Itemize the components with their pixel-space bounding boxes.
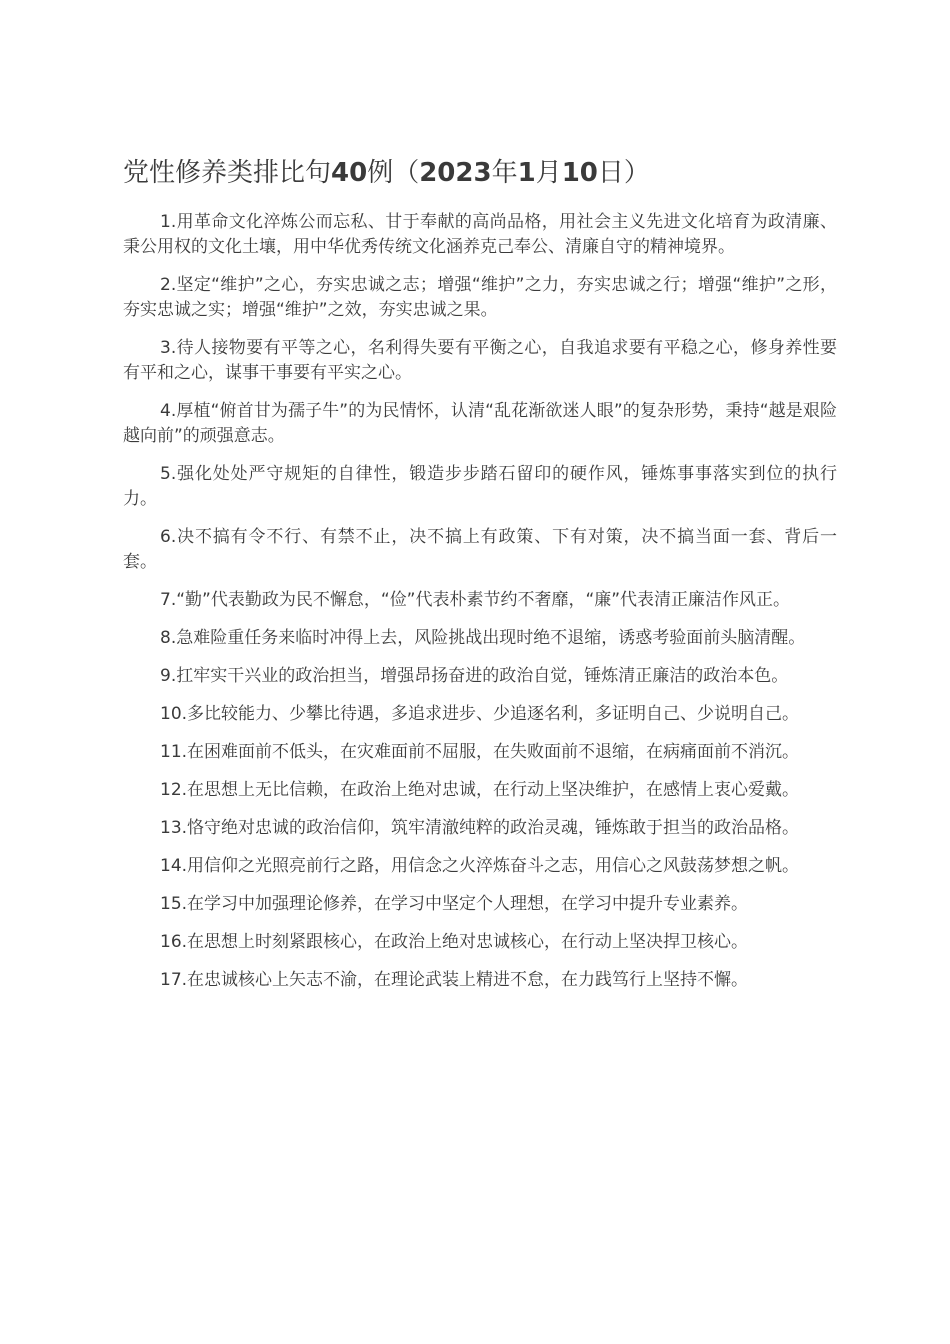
paragraph: 14.用信仰之光照亮前行之路，用信念之火淬炼奋斗之志，用信心之风鼓荡梦想之帆。	[160, 856, 800, 876]
paragraph: 4.厚植“俯首甘为孺子牛”的为民情怀，认清“乱花渐欲迷人眼”的复杂形势，秉持“越是艰险越向前”的顽强意志。	[123, 401, 837, 446]
title-part: 2023	[419, 158, 492, 188]
paragraph: 10.多比较能力、少攀比待遇，多追求进步、少追逐名利，多证明自己、少说明自己。	[160, 704, 800, 724]
paragraph: 5.强化处处严守规矩的自律性，锻造步步踏石留印的硬作风，锤炼事事落实到位的执行力。	[123, 464, 837, 509]
paragraph: 12.在思想上无比信赖，在政治上绝对忠诚，在行动上坚决维护，在感情上衷心爱戴。	[160, 780, 800, 800]
title-part: 年	[491, 158, 518, 188]
document-title	[123, 154, 843, 192]
paragraph: 9.扛牢实干兴业的政治担当，增强昂扬奋进的政治自觉，锤炼清正廉洁的政治本色。	[160, 666, 789, 686]
paragraph: 13.恪守绝对忠诚的政治信仰，筑牢清澈纯粹的政治灵魂，锤炼敢于担当的政治品格。	[160, 818, 800, 838]
document-body	[123, 210, 837, 1006]
title-part: 40	[331, 158, 368, 188]
title-part: 日）	[597, 158, 650, 188]
paragraph: 17.在忠诚核心上矢志不渝，在理论武装上精进不怠，在力践笃行上坚持不懈。	[160, 970, 749, 990]
paragraph: 8.急难险重任务来临时冲得上去，风险挑战出现时绝不退缩，诱惑考验面前头脑清醒。	[160, 628, 806, 648]
paragraph: 16.在思想上时刻紧跟核心，在政治上绝对忠诚核心，在行动上坚决捍卫核心。	[160, 932, 749, 952]
title-part: 党性修养类排比句	[123, 158, 332, 188]
paragraph: 6.决不搞有令不行、有禁不止，决不搞上有政策、下有对策，决不搞当面一套、背后一套。	[123, 527, 837, 572]
paragraph: 2.坚定“维护”之心，夯实忠诚之志；增强“维护”之力，夯实忠诚之行；增强“维护”之形，夯实忠诚之实；增强“维护”之效，夯实忠诚之果。	[123, 275, 837, 320]
title-part: 1	[517, 158, 536, 188]
title-part: 月	[535, 158, 562, 188]
paragraph: 7.“勤”代表勤政为民不懈怠，“俭”代表朴素节约不奢靡，“廉”代表清正廉洁作风正。	[160, 590, 791, 610]
title-part: 例（	[367, 158, 420, 188]
paragraph: 11.在困难面前不低头，在灾难面前不屈服，在失败面前不退缩，在病痛面前不消沉。	[160, 742, 800, 762]
paragraph: 1.用革命文化淬炼公而忘私、甘于奉献的高尚品格，用社会主义先进文化培育为政清廉、秉公用权的文化土壤，用中华优秀传统文化涵养克己奉公、清廉自守的精神境界。	[123, 212, 837, 257]
title-part: 10	[561, 158, 598, 188]
paragraph: 15.在学习中加强理论修养，在学习中坚定个人理想，在学习中提升专业素养。	[160, 894, 749, 914]
paragraph: 3.待人接物要有平等之心，名利得失要有平衡之心，自我追求要有平稳之心，修身养性要有平和之心，谋事干事要有平实之心。	[123, 338, 837, 383]
